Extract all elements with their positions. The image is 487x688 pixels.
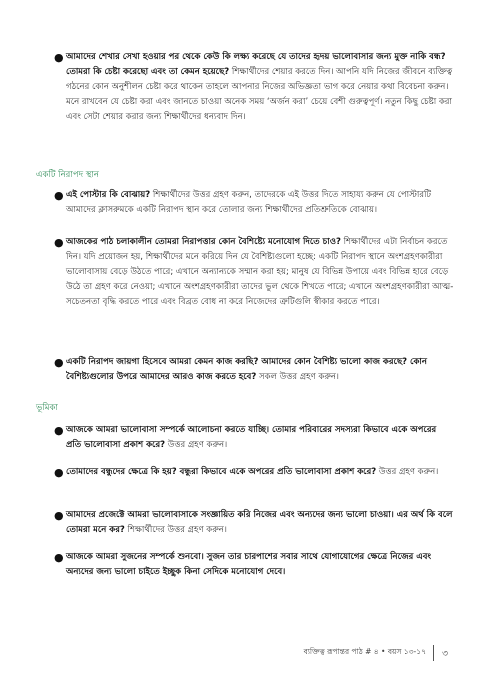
section-heading-safe-space: একটি নিরাপদ স্থান [36, 170, 99, 180]
answer-text: শিক্ষার্থীদের শেয়ার করতে দিন। আপনি যদি নিজের জীবনে ব্যক্তিত্ব গঠনের কোন অনুশীলন চেষ্টা করে থাকেন তাহলে আপনার নিজের অভিজ্ঞতা ভাগ করে নেয়ার কথা বিবেচনা করুন। মনে রাখবেন যে চেষ্টা করা এবং জানতে চাওয়া অনেক সময় ‘অর্জন করা’ চেয়ে বেশী গুরুত্বপূর্ণ। নতুন কিছু চেষ্টা করা এবং সেটা শেয়ার করার জন্য শিক্ষার্থীদের ধন্যবাদ দিন। [66, 67, 453, 122]
footer-text: ব্যক্তিত্ব রূপান্তর পাঠ # ৪ • বয়স ১৩-১৭ [303, 647, 426, 656]
answer-text: উত্তর গ্রহণ করুন। [378, 467, 439, 477]
answer-text: শিক্ষার্থীদের উত্তর গ্রহণ করুন, তাদেরকে এই উত্তর দিতে সাহায্য করুন যে পোস্টারটি আমাদের ক্লাসরুমকে একটি নিরাপদ স্থান করে তোলার জন্য শিক্ষার্থীদের প্রতিশ্রুতিকে বোঝায়। [66, 190, 432, 215]
bullet-icon: ● [54, 236, 64, 249]
answer-text: শিক্ষার্থীদের এটা নির্বাচন করতে দিন। যদি প্রয়োজন হয়, শিক্ষার্থীদের মনে করিয়ে দিন যে বৈশিষ্ট্যগুলো হচ্ছে: একটি নিরাপদ স্থানে অংশগ্রহণকারীরা ভালোবাসায় বেড়ে উঠতে পারে; এখানে অন্যান্যকে সম্মান করা হয়; মানুষ যে বিভিন্ন উপায়ে এবং বিভিন্ন হারে বেড়ে উঠে তা গ্রহণ করে নেওয়া; এখানে অংশগ্রহণকারীরা তাদের ভুল থেকে শিখতে পারে; এখানে অংশগ্রহণকারীরা আত্ম-সচেতনতা বৃদ্ধি করতে পারে এবং বিব্রত বোধ না করে নিজেদের ত্রুটিগুলি স্বীকার করতে পারে। [66, 237, 454, 307]
list-item [54, 423, 454, 453]
question-text: আজকের পাঠ চলাকালীন তোমরা নিরাপত্তার কোন বৈশিষ্ট্যে মনোযোগ দিতে চাও? [66, 237, 341, 247]
bullet-icon: ● [54, 551, 64, 564]
bullet-icon: ● [54, 466, 64, 479]
list-item [54, 188, 454, 218]
bullet-icon: ● [54, 51, 64, 64]
question-text: আজকে আমরা ভালোবাসা সম্পর্কে আলোচনা করতে যাচ্ছি। তোমার পরিবারের সদস্যরা কিভাবে একে অপরের প্রতি ভালোবাসা প্রকাশ করে? [66, 425, 437, 450]
list-item [54, 508, 454, 538]
page-number: ৩ [442, 649, 448, 659]
answer-text: উত্তর গ্রহণ করুন। [167, 440, 228, 450]
list-item [54, 465, 454, 480]
bullet-icon: ● [54, 356, 64, 369]
page-footer [300, 645, 450, 661]
list-item [54, 50, 454, 125]
list-item [54, 550, 454, 580]
footer-divider [433, 645, 434, 661]
list-item [54, 235, 454, 310]
question-text: আমাদের প্রজেক্টে আমরা ভালোবাসাকে সংজ্ঞায়িত করি নিজের এবং অন্যদের জন্য ভালো চাওয়া। এর অর্থ কি বলে তোমরা মনে কর? [66, 510, 453, 535]
section-heading-intro: ভূমিকা [36, 403, 58, 413]
question-text: আমাদের শেখার সেখা হওয়ার পর থেকে কেউ কি লক্ষ্য করেছে যে তাদের হৃদয় ভালোবাসার জন্য মুক্ত নাকি বন্ধ? তোমরা কি চেষ্টা করেছো এবং তা কেমন হয়েছে? [66, 52, 446, 77]
answer-text: সকল উত্তর গ্রহণ করুন। [259, 372, 339, 382]
question-text: তোমাদের বন্ধুদের ক্ষেত্রে কি হয়? বন্ধুরা কিভাবে একে অপরের প্রতি ভালোবাসা প্রকাশ করে? [66, 467, 377, 477]
answer-text: শিক্ষার্থীদের উত্তর গ্রহণ করুন। [127, 525, 227, 535]
question-text: একটি নিরাপদ জায়গা হিসেবে আমরা কেমন কাজ করছি? আমাদের কোন বৈশিষ্ট্য ভালো কাজ করছে? কোন বৈশিষ্ট্যগুলোর উপরে আমাদের আরও কাজ করতে হবে? [66, 357, 427, 382]
question-text: আজকে আমরা সুজনের সম্পর্কে শুনবো। সুজন তার চারপাশের সবার সাথে যোগাযোগের ক্ষেত্রে নিজের এবং অন্যদের জন্য ভালো চাইতে ইচ্ছুক কিনা সেদিকে মনোযোগ দেবে। [66, 552, 432, 577]
list-item [54, 355, 454, 385]
bullet-icon: ● [54, 189, 64, 202]
bullet-icon: ● [54, 424, 64, 437]
question-text: এই পোস্টার কি বোঝায়? [66, 190, 151, 200]
bullet-icon: ● [54, 509, 64, 522]
